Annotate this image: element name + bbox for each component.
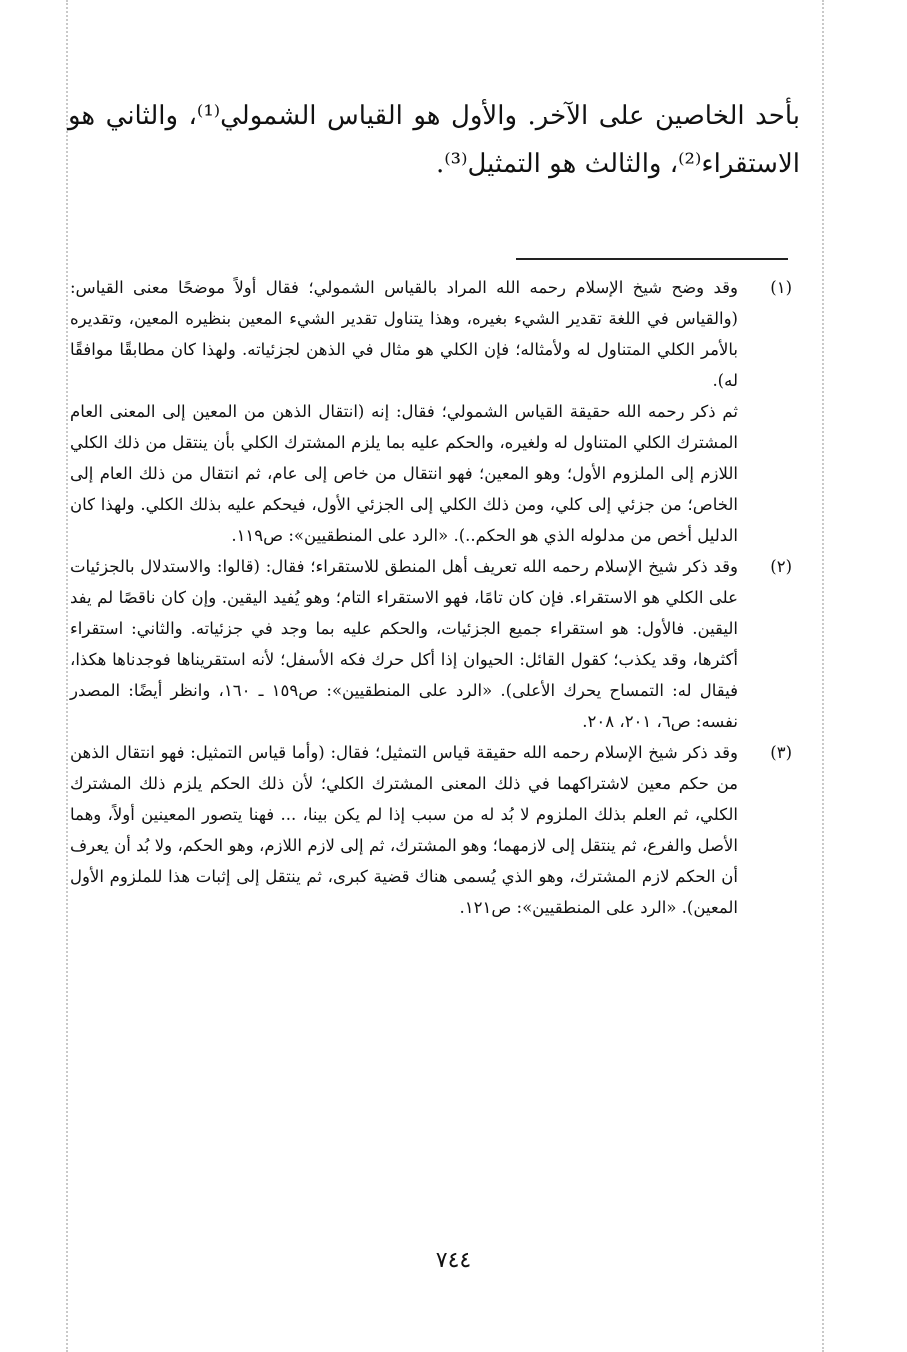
footnote-paragraph: وقد ذكر شيخ الإسلام رحمه الله تعريف أهل المنطق للاستقراء؛ فقال: (قالوا: والاستدلال بالجزئيات على الكلي هو الاستقراء. فإن كان تامًا، فهو الاستقراء التام؛ وهو يُفيد اليقين. وإن كان ناقصًا لم يفد اليقين. فالأول: هو استقراء جميع الجزئيات، والحكم عليه بما وجد في جزئياته. والثاني: استقراء أكثرها، وقد يكذب؛ كقول القائل: الحيوان إذا أكل حرك فكه الأسفل؛ لأنه استقريناها فوجدناها هكذا، فيقال له: التمساح يحرك الأعلى). «الرد على المنطقيين»: ص١٥٩ ـ ١٦٠، وانظر أيضًا: المصدر نفسه: ص٦، ٢٠١، ٢٠٨. [70,557,738,731]
footnote-number: (٢) [770,557,792,576]
main-text [68,92,800,188]
footnote-2 [70,551,792,737]
footnote-1 [70,272,792,551]
main-paragraph: بأحد الخاصين على الآخر. والأول هو القياس الشمولي⁽¹⁾، والثاني هو الاستقراء⁽²⁾، والثالث هو التمثيل⁽³⁾. [68,101,801,179]
footnotes [70,272,792,923]
footnote-paragraph: ثم ذكر رحمه الله حقيقة القياس الشمولي؛ فقال: إنه (انتقال الذهن من المعين إلى المعنى العام المشترك الكلي المتناول له ولغيره، والحكم عليه بما يلزم المشترك الكلي بأن ينتقل من ذلك الكلي اللازم إلى الملزوم الأول؛ وهو المعين؛ فهو انتقال من خاص إلى عام، ثم انتقال من ذلك العام إلى الخاص؛ من جزئي إلى كلي، ومن ذلك الكلي إلى الجزئي الأول، فيحكم عليه بذلك الكلي. ولهذا كان الدليل أخص من مدلوله الذي هو الحكم..). «الرد على المنطقيين»: ص١١٩. [70,402,738,545]
page-number: ٧٤٤ [435,1248,472,1273]
footnote-paragraph: وقد ذكر شيخ الإسلام رحمه الله حقيقة قياس التمثيل؛ فقال: (وأما قياس التمثيل: فهو انتقال الذهن من حكم معين لاشتراكهما في ذلك المعنى المشترك الكلي؛ لأن ذلك الحكم يلزم ذلك المشترك الكلي، ثم العلم بذلك الملزوم لا بُد له من سبب إذا لم يكن بينا، ... فهنا يتصور المعينين أولاً، وهما الأصل والفرع، ثم ينتقل إلى لازمهما؛ وهو المشترك، ثم إلى لازم اللازم، وهو الحكم، ولا بُد أن يعرف أن الحكم لازم المشترك، وهو الذي يُسمى هناك قضية كبرى، ثم ينتقل إلى إثبات هذا للملزوم الأول المعين). «الرد على المنطقيين»: ص١٢١. [70,743,738,917]
footnote-number: (١) [770,278,792,297]
footnote-number: (٣) [770,743,792,762]
footnote-3 [70,737,792,923]
footnote-separator [516,258,788,260]
scan-dotted-line-left [66,0,68,1352]
footnote-paragraph: وقد وضح شيخ الإسلام رحمه الله المراد بالقياس الشمولي؛ فقال أولاً موضحًا معنى القياس: (والقياس في اللغة تقدير الشيء بغيره، وهذا يتناول تقدير الشيء المعين بنظيره المعين، وتقديره بالأمر الكلي المتناول له ولأمثاله؛ فإن الكلي هو مثال في الذهن لجزئياته. ولهذا كان مطابقًا موافقًا له). [70,278,738,390]
scan-dotted-line-right [822,0,824,1352]
